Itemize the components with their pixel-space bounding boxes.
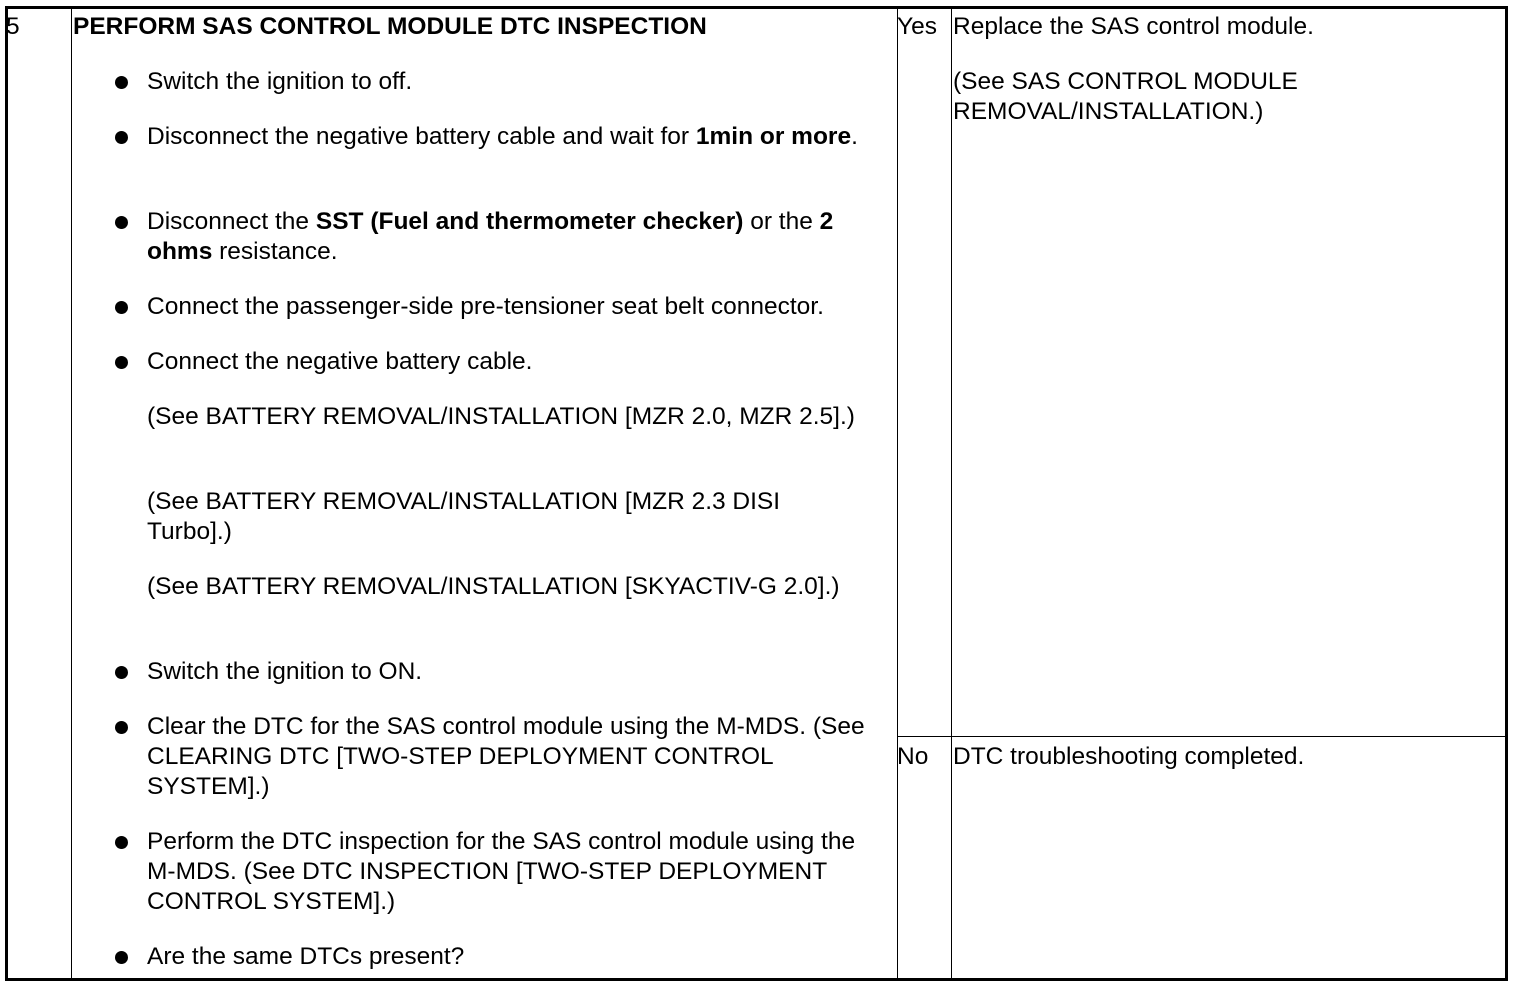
list-item — [147, 942, 867, 972]
item-text: (See BATTERY REMOVAL/INSTALLATION [MZR 2.3 DISI Turbo].) — [147, 488, 781, 545]
item-text: Switch the ignition to ON. — [147, 658, 423, 685]
bullet-icon — [115, 76, 128, 89]
answer-yes-label: Yes — [897, 13, 937, 40]
item-text: Are the same DTCs present? — [147, 943, 465, 970]
reference-note — [147, 572, 867, 602]
bullet-icon — [115, 836, 128, 849]
answer-no-label: No — [897, 743, 929, 770]
item-text: Clear the DTC for the SAS control module using the M-MDS. (See CLEARING DTC [TWO-STEP DEPLOYMENT CONTROL SYSTEM].) — [147, 713, 865, 800]
item-text: or the — [743, 208, 820, 235]
item-text: . — [851, 123, 858, 150]
answer-no-action: DTC troubleshooting completed. — [953, 743, 1305, 770]
emphasis-text: 1min or more — [695, 123, 852, 150]
reference-note — [147, 487, 867, 547]
item-text: Disconnect the negative battery cable and wait for — [147, 123, 696, 150]
list-item — [147, 67, 867, 97]
list-item — [147, 292, 867, 322]
bullet-icon — [115, 951, 128, 964]
list-item — [147, 207, 867, 267]
answer-yes-action: Replace the SAS control module. — [953, 13, 1314, 40]
item-text: (See BATTERY REMOVAL/INSTALLATION [MZR 2.0, MZR 2.5].) — [147, 403, 855, 430]
bullet-icon — [115, 721, 128, 734]
emphasis-text: 2 ohms — [147, 208, 834, 265]
list-item — [147, 712, 867, 802]
item-text: Connect the negative battery cable. — [147, 348, 533, 375]
item-text: Disconnect the — [147, 208, 316, 235]
bullet-icon — [115, 216, 128, 229]
bullet-icon — [115, 131, 128, 144]
emphasis-text: SST (Fuel and thermometer checker) — [315, 208, 744, 235]
bullet-icon — [115, 666, 128, 679]
answer-yes-reference: (See SAS CONTROL MODULE REMOVAL/INSTALLATION.) — [953, 68, 1298, 125]
column-divider — [951, 9, 952, 978]
item-text: (See BATTERY REMOVAL/INSTALLATION [SKYACTIV-G 2.0].) — [147, 573, 840, 600]
list-item — [147, 657, 867, 687]
bullet-icon — [115, 356, 128, 369]
column-divider — [897, 9, 898, 978]
item-text: Switch the ignition to off. — [147, 68, 413, 95]
item-text: Perform the DTC inspection for the SAS control module using the M-MDS. (See DTC INSPECTION [TWO-STEP DEPLOYMENT CONTROL SYSTEM].) — [147, 828, 856, 915]
bullet-icon — [115, 301, 128, 314]
item-text: resistance. — [212, 238, 338, 265]
list-item — [147, 827, 867, 917]
step-title: PERFORM SAS CONTROL MODULE DTC INSPECTION — [73, 13, 707, 40]
column-divider — [71, 9, 72, 978]
reference-note — [147, 402, 867, 432]
step-number: 5 — [6, 13, 20, 40]
item-text: Connect the passenger-side pre-tensioner seat belt connector. — [147, 293, 824, 320]
list-item — [147, 347, 867, 377]
list-item — [147, 122, 867, 152]
row-divider — [897, 736, 1505, 737]
